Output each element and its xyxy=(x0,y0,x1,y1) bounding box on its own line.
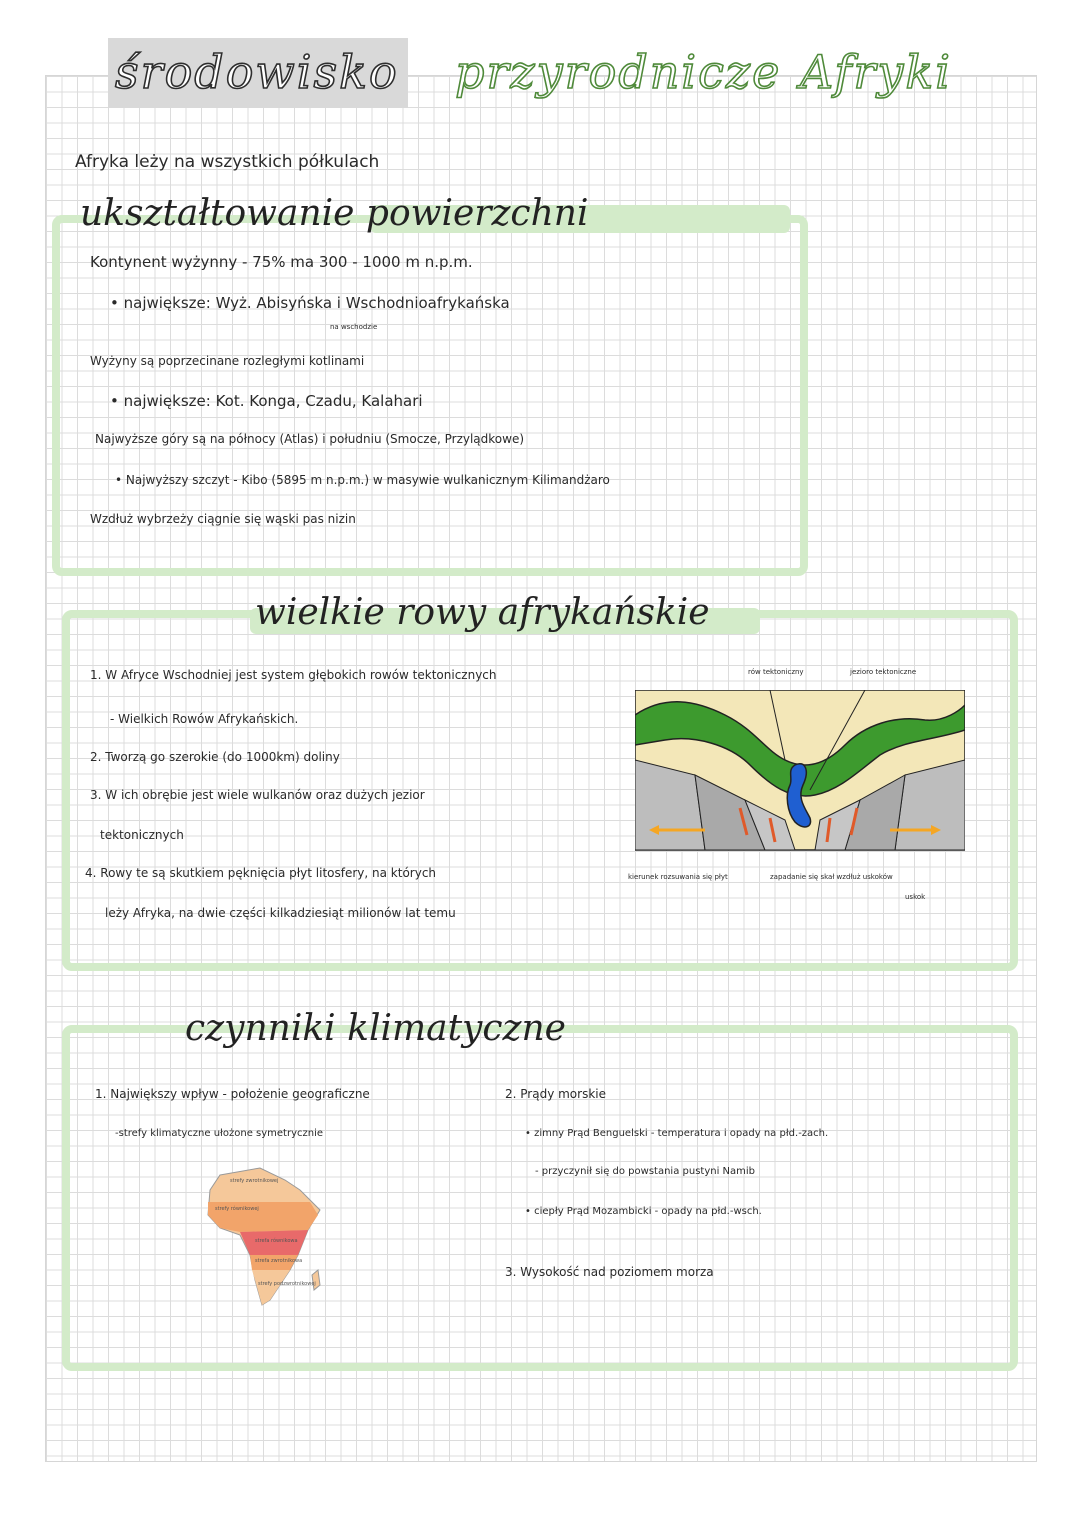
s1-line5: Najwyższe góry są na północy (Atlas) i południu (Smocze, Przylądkowe) xyxy=(95,432,525,446)
map-label-3: strefa równikowa xyxy=(255,1238,298,1244)
s3-right5: 3. Wysokość nad poziomem morza xyxy=(505,1265,714,1279)
s2-item2: 2. Tworzą go szerokie (do 1000km) doliny xyxy=(90,750,340,764)
s1-line6: • Najwyższy szczyt - Kibo (5895 m n.p.m.) w masywie wulkanicznym Kilimandżaro xyxy=(115,473,610,487)
title-word-2: przyrodnicze xyxy=(455,45,782,99)
s1-line7: Wzdłuż wybrzeży ciągnie się wąski pas nizin xyxy=(90,512,356,526)
s3-right1: 2. Prądy morskie xyxy=(505,1087,606,1101)
s2-item4: 4. Rowy te są skutkiem pęknięcia płyt litosfery, na których xyxy=(85,866,437,880)
s1-line4: • największe: Kot. Konga, Czadu, Kalahari xyxy=(110,392,423,410)
map-label-5: strefy podzwrotnikowej xyxy=(258,1281,316,1287)
africa-climate-map xyxy=(200,1160,330,1310)
section2-heading: wielkie rowy afrykańskie xyxy=(255,592,710,633)
s3-left2: -strefy klimatyczne ułożone symetrycznie xyxy=(115,1128,324,1139)
diagram-label-sinking: zapadanie się skał wzdłuż uskoków xyxy=(770,873,893,881)
s2-item3: 3. W ich obrębie jest wiele wulkanów oraz dużych jezior xyxy=(90,788,425,802)
section3-heading: czynniki klimatyczne xyxy=(185,1008,566,1049)
s1-line1: Kontynent wyżynny - 75% ma 300 - 1000 m n.p.m. xyxy=(90,253,473,271)
s2-item4b: leży Afryka, na dwie części kilkadziesiąt milionów lat temu xyxy=(105,906,456,920)
map-label-2: strefy równikowej xyxy=(215,1206,259,1212)
s2-item1b: - Wielkich Rowów Afrykańskich. xyxy=(110,712,299,726)
s3-right4: • ciepły Prąd Mozambicki - opady na płd.-wsch. xyxy=(525,1206,762,1217)
title-word-1: środowisko xyxy=(115,45,399,99)
map-label-1: strefy zwrotnikowej xyxy=(230,1178,279,1184)
s1-line3: Wyżyny są poprzecinane rozległymi kotlinami xyxy=(90,354,365,368)
map-label-4: strefa zwrotnikowa xyxy=(255,1258,303,1264)
s1-line2-note: na wschodzie xyxy=(330,323,378,331)
diagram-label-rift: rów tektoniczny xyxy=(748,668,804,676)
s3-right2: • zimny Prąd Benguelski - temperatura i opady na płd.-zach. xyxy=(525,1128,829,1139)
s3-left1: 1. Największy wpływ - położenie geograficzne xyxy=(95,1087,370,1101)
s3-right3: - przyczynił się do powstania pustyni Namib xyxy=(535,1166,756,1177)
diagram-label-direction: kierunek rozsuwania się płyt xyxy=(628,873,728,881)
diagram-label-fault: uskok xyxy=(905,893,926,901)
s1-line2: • największe: Wyż. Abisyńska i Wschodnioafrykańska xyxy=(110,294,510,312)
s2-item3b: tektonicznych xyxy=(100,828,184,842)
section1-heading: ukształtowanie powierzchni xyxy=(80,193,589,234)
s2-item1: 1. W Afryce Wschodniej jest system głębokich rowów tektonicznych xyxy=(90,668,497,682)
title-word-3: Afryki xyxy=(800,45,952,99)
rift-valley-diagram xyxy=(635,690,965,855)
diagram-label-lake: jezioro tektoniczne xyxy=(850,668,917,676)
intro-text: Afryka leży na wszystkich półkulach xyxy=(75,152,380,172)
